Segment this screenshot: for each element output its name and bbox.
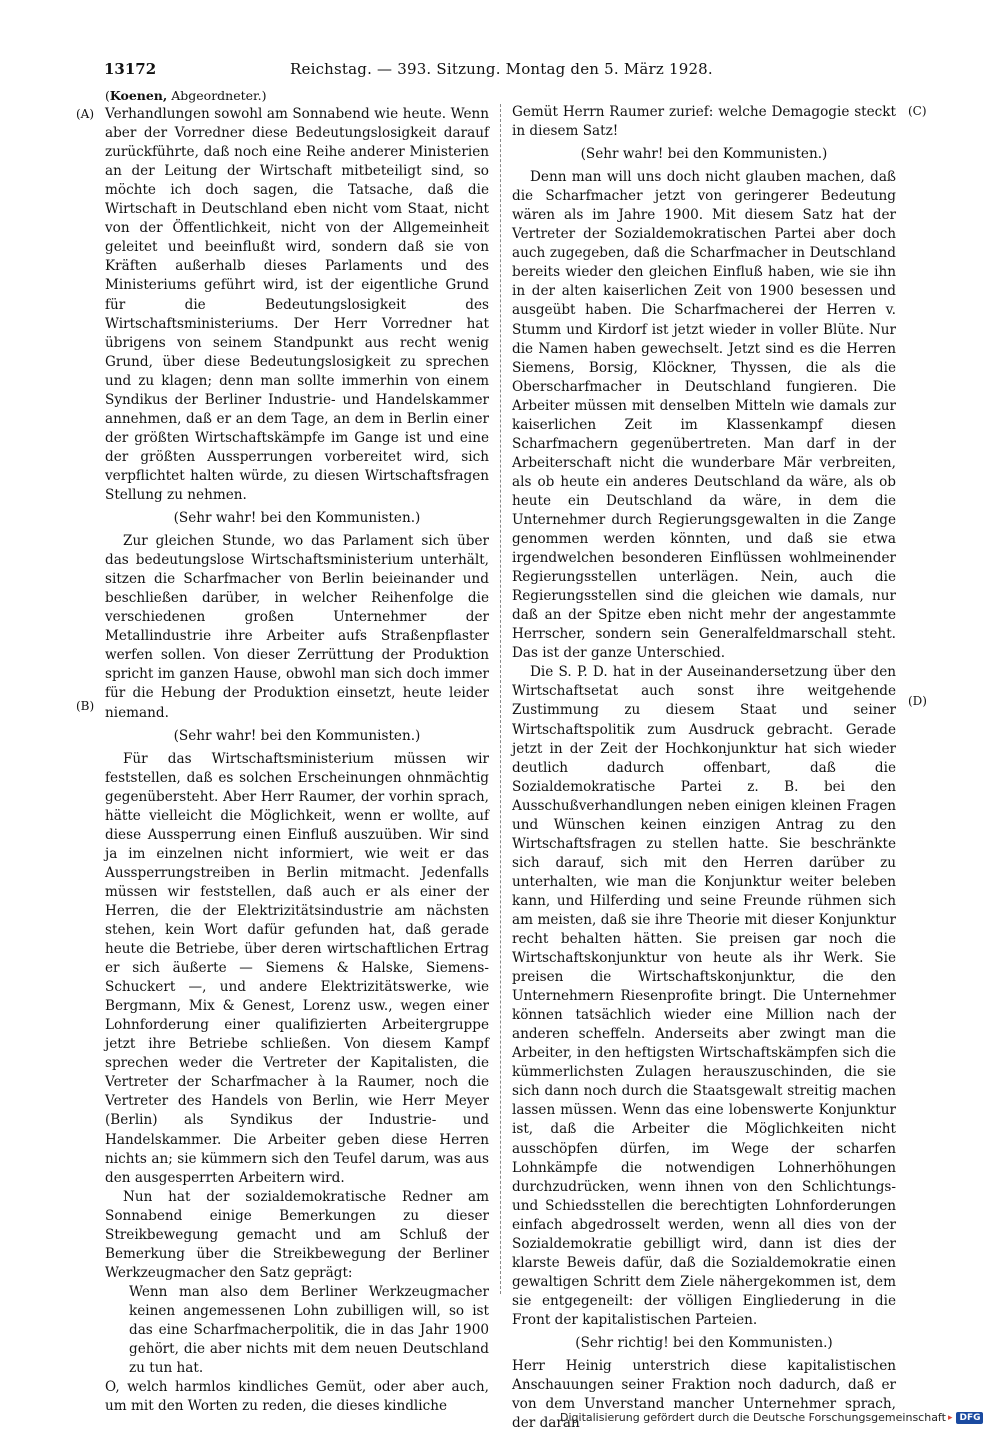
- paragraph: Zur gleichen Stunde, wo das Parlament sich über das bedeutungslose Wirtschaftsministerium unterhält, sitzen die Scharfmacher von Berlin beieinander und beschließen darüber, in welcher Reihenfolge die verschiedenen großen Unternehmer der Metallindustrie ihre Arbeiter aufs Straßenpflaster werfen sollen. Von dieser Zerrüttung der Produktion spricht im ganzen Hause, obwohl man sich doch immer für die Hebung der Produktion einsetzt, heute leider niemand.: [105, 533, 489, 721]
- speaker-name: Koenen,: [109, 88, 168, 103]
- interjection: (Sehr wahr! bei den Kommunisten.): [580, 146, 828, 163]
- paragraph: O, welch harmlos kindliches Gemüt, oder aber auch, um mit den Worten zu reden, die dieses kindliche: [105, 1379, 489, 1415]
- block-quote: Wenn man also dem Berliner Werkzeugmacher keinen angemessenen Lohn zubilligen will, so ist das eine Scharfmacherpolitik, die in das Jahr 1900 gehört, die aber nichts mit dem neuen Deutschland zu tun hat.: [129, 1283, 489, 1377]
- page-number: 13172: [104, 60, 157, 78]
- footer-credit: [560, 1411, 980, 1429]
- margin-marker-c: (C): [908, 104, 927, 118]
- footer-text: Digitalisierung gefördert durch die Deutsche Forschungsgemeinschaft: [560, 1411, 946, 1424]
- paragraph: Gemüt Herrn Raumer zurief: welche Demagogie steckt in diesem Satz!: [512, 104, 896, 140]
- interjection: (Sehr wahr! bei den Kommunisten.): [173, 727, 421, 744]
- interjection: (Sehr richtig! bei den Kommunisten.): [575, 1335, 833, 1351]
- paragraph: Die S. P. D. hat in der Auseinandersetzung über den Wirtschaftsetat auch sonst ihre weitgehende Zustimmung zu diesem Staat und seiner Wirtschaftspolitik zum Ausdruck gebracht. Gerade jetzt in der Zeit der Hochkonjunktur hat sich wieder deutlich dadurch offenbart, daß die Sozialdemokratische Partei z. B. bei den Ausschußverhandlungen neben einigen kleinen Fragen und Wünschen keinen einzigen Antrag zu den Wirtschaftsfragen zu stellen hatte. Sie beschränkte sich darauf, sich mit den Herren darüber zu unterhalten, wie man die Konjunktur weiter beleben kann, und Hilferding und seine Freunde rühmen sich am meisten, daß sie ihre Theorie mit dieser Konjunktur recht behalten hätten. Sie preisen gar noch die Wirtschaftskonjunktur von heute als ihr Werk. Sie preisen die Wirtschaftskonjunktur, die den Unternehmern Riesenprofite bringt. Die Unternehmer können tatsächlich wieder eine Million nach der anderen scheffeln. Anderseits aber zwingt man die Arbeiter, in den heftigsten Wirtschaftskämpfen sich die kümmerlichsten Zulagen herauszuschinden, die sie sich dann noch durch die Staatsgewalt streitig machen lassen müssen. Wenn das eine lobenswerte Konjunktur ist, daß die Arbeiter die Möglichkeiten nicht ausschöpfen dürfen, im Wege der scharfen Lohnkämpfe die notwendigen Lohnerhöhungen durchzudrücken, wenn ihnen von den Schlichtungs- und Schiedsstellen die berechtigten Lohnforderungen einfach abgedrosselt werden, wenn all dies von der Sozialdemokratie gebilligt wird, dann ist dies der klarste Beweis dafür, daß die Sozialdemokratie einen gewaltigen Schritt dem Ziele nähergekommen ist, dem sie entgegeneilt: der völligen Eingliederung in die Front der kapitalistischen Parteien.: [512, 664, 896, 1328]
- margin-marker-a: (A): [76, 107, 95, 121]
- left-column: [105, 86, 489, 1416]
- speaker-paren: (: [105, 88, 110, 103]
- speaker-role: Abgeordneter.): [171, 88, 267, 103]
- running-title: Reichstag. — 393. Sitzung. Montag den 5. März 1928.: [290, 60, 713, 78]
- speaker-line: [105, 86, 489, 105]
- page-header: [104, 58, 904, 84]
- paragraph: Verhandlungen sowohl am Sonnabend wie heute. Wenn aber der Vorredner diese Bedeutungslosigkeit darauf zurückführte, daß noch eine Reihe anderer Ministerien an der Leitung der Wirtschaft mitbeteiligt sind, so möchte ich doch sagen, die Tatsache, daß die Wirtschaft in Deutschland eben nicht vom Staat, nicht von der Öffentlichkeit, nicht von der Allgemeinheit geleitet und beeinflußt wird, sondern daß sie von Kräften außerhalb dieses Parlaments und des Ministeriums geführt wird, ist der eigentliche Grund für die Bedeutungslosigkeit des Wirtschaftsministeriums. Der Herr Vorredner hat übrigens von seinem Standpunkt aus recht wenig Grund, über diese Bedeutungslosigkeit zu sprechen und zu klagen; denn man sollte immerhin von einem Syndikus der Berliner Industrie- und Handelskammer annehmen, daß er an dem Tage, an dem in Berlin einer der größten Wirtschaftskämpfe im Gange ist und eine der größten Aussperrungen vorbereitet wird, sich verpflichtet halten würde, zu diesen Wirtschaftsfragen Stellung zu nehmen.: [105, 106, 489, 503]
- paragraph: Für das Wirtschaftsministerium müssen wir feststellen, daß es solchen Erscheinungen ohnmächtig gegenübersteht. Aber Herr Raumer, der vorhin sprach, hätte vielleicht die Möglichkeit, wenn er wollte, auf diese Aussperrung einen Einfluß auszuüben. Wir sind ja im einzelnen nicht informiert, wie weit er das Aussperrungstreiben in Berlin mitmacht. Jedenfalls müssen wir feststellen, daß auch er als einer der Herren, die der Elektrizitätsindustrie am nächsten stehen, kein Wort dafür gefunden hat, daß gerade heute die Betriebe, über deren wirtschaftlichen Ertrag er sich äußerte — Siemens & Halske, Siemens-Schuckert —, und andere Elektrizitätswerke, wie Bergmann, Mix & Genest, Lorenz usw., wegen einer Lohnforderung einer qualifizierten Arbeitergruppe jetzt ihre Betriebe schließen. Von diesem Kampf sprechen weder die Vertreter der Kapitalisten, die Vertreter der Scharfmacher à la Raumer, noch die Vertreter des Handels von Berlin, wie Herr Meyer (Berlin) als Syndikus der Industrie- und Handelskammer. Die Arbeiter geben diese Herren nichts an; sie kümmern sich den Teufel darum, was aus den ausgesperrten Arbeitern wird.: [105, 750, 489, 1186]
- paragraph: Denn man will uns doch nicht glauben machen, daß die Scharfmacher jetzt von geringerer Bedeutung wären als im Jahre 1900. Mit diesem Satz hat der Vertreter der Sozialdemokratischen Partei aber doch auch zugegeben, daß die Scharfmacher in Deutschland bereits wieder den gleichen Einfluß haben, wie sie ihn in der alten kaiserlichen Zeit von 1900 besessen und ausgeübt haben. Die Scharfmacherei der Herren v. Stumm und Kirdorf ist jetzt wieder in voller Blüte. Nur die Namen haben gewechselt. Jetzt sind es die Herren Siemens, Borsig, Klöckner, Thyssen, die als die Oberscharfmacher in Deutschland fungieren. Die Arbeiter müssen mit denselben Mitteln wie damals zur kaiserlichen Zeit im Klassenkampf diesen Scharfmachern gegenübertreten. Man darf in der Arbeiterschaft nicht die wunderbare Mär verbreiten, als ob heute ein anderes Deutschland da wäre, als ob heute ein Deutschland da wäre, in dem die Unternehmer durch Regierungsgewalten in die Zange genommen werden könnten, und daß sie etwa irgendwelchen besonderen Einflüssen wohlmeinender Regierungsstellen unterlägen. Nein, auch die Regierungsstellen sind die gleichen wie damals, nur daß an der Spitze eben nicht mehr der angestammte Herrscher, sondern sein Generalfeldmarschall steht. Das ist der ganze Unterschied.: [512, 169, 896, 662]
- right-column: [512, 103, 896, 1433]
- dfg-logo: DFG: [956, 1412, 983, 1424]
- column-divider: [500, 104, 501, 1294]
- arrow-icon: ▸: [947, 1413, 953, 1423]
- margin-marker-b: (B): [76, 699, 95, 713]
- paragraph: Nun hat der sozialdemokratische Redner am Sonnabend einige Bemerkungen zu dieser Streikbewegung gemacht und am Schluß der Bemerkung über die Streikbewegung der Berliner Werkzeugmacher den Satz geprägt:: [105, 1188, 489, 1281]
- paragraph: Herr Heinig unterstrich diese kapitalistischen Anschauungen seiner Fraktion noch dadurch, daß er von dem Unverstand mancher Unternehmer sprach, der daran: [512, 1358, 896, 1432]
- interjection: (Sehr wahr! bei den Kommunisten.): [173, 510, 421, 527]
- margin-marker-d: (D): [908, 694, 927, 708]
